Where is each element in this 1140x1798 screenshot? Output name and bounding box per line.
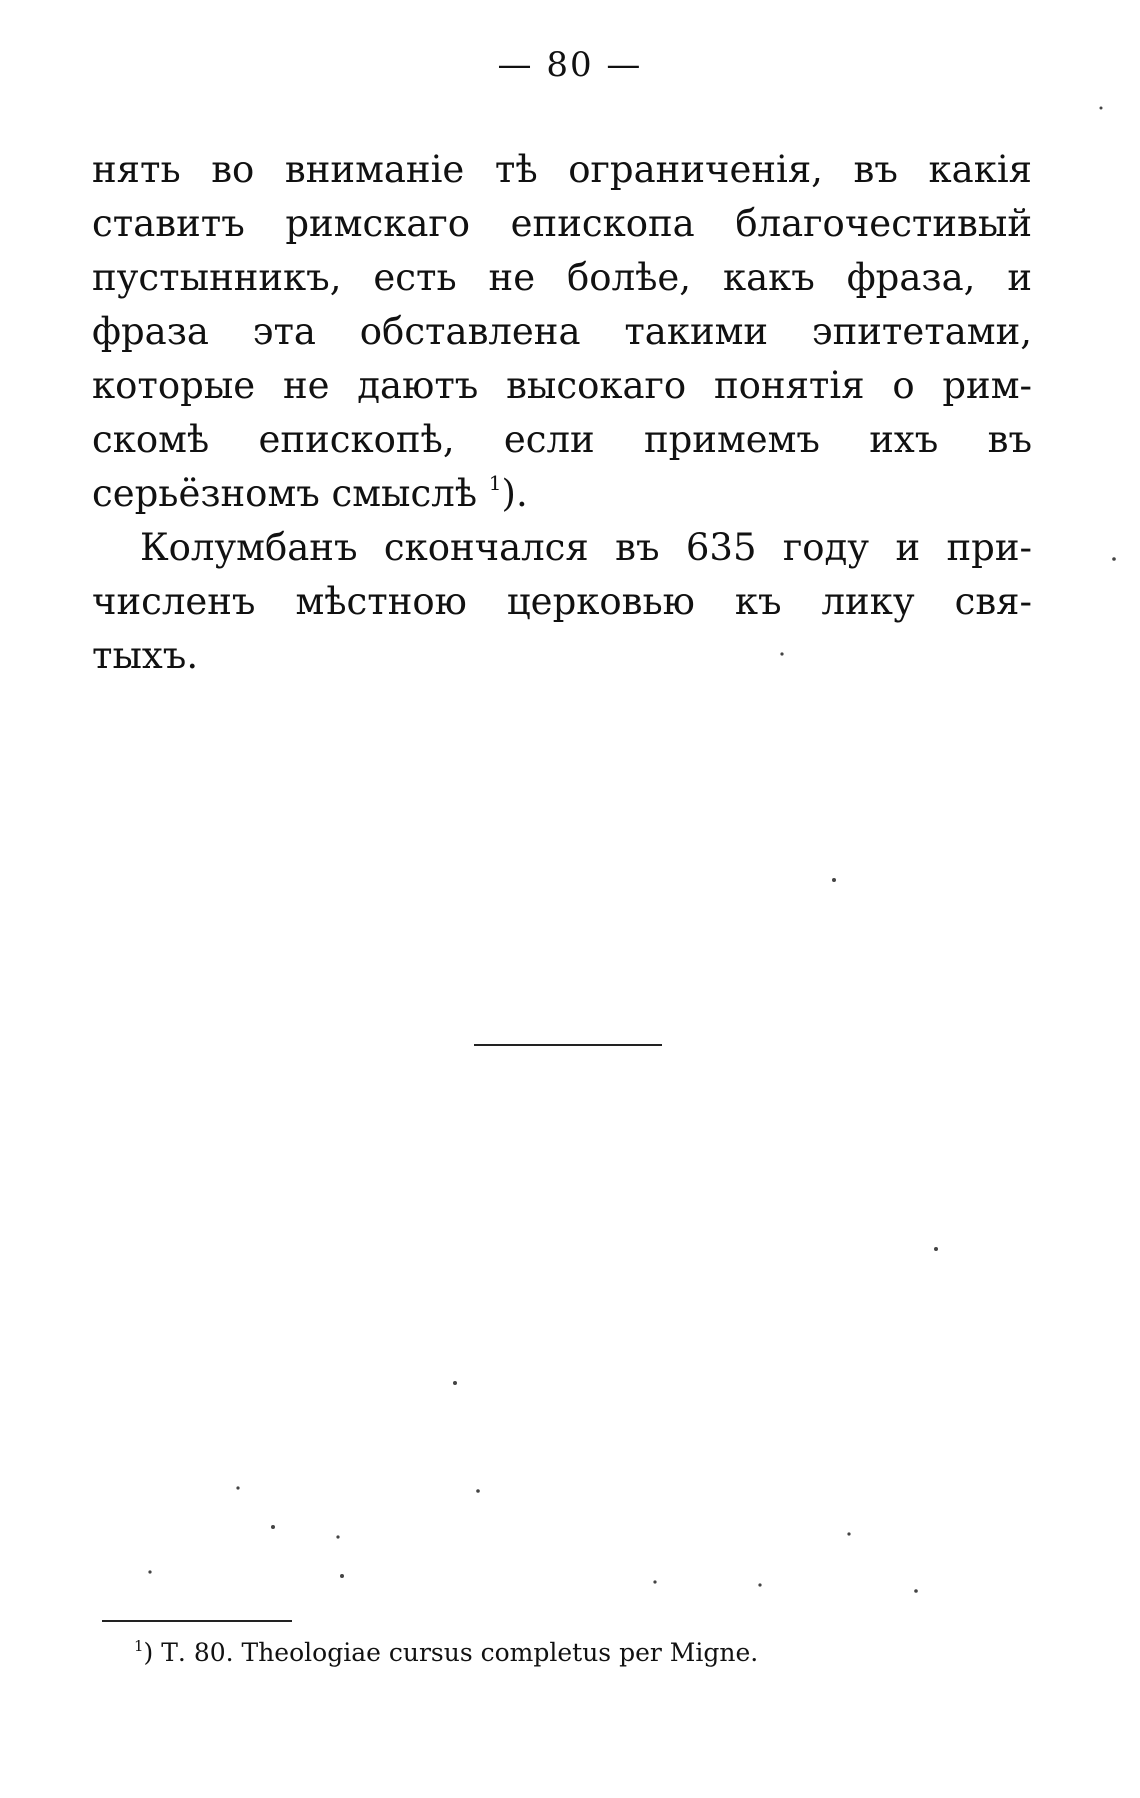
text-line: нять во вниманіе тѣ ограниченія, въ какія xyxy=(92,148,1032,191)
footnote-reference: 1 xyxy=(488,471,502,495)
footnote-text: ) Т. 80. Theologiae cursus completus per Migne. xyxy=(143,1638,759,1667)
text-line: пустынникъ, есть не болѣе, какъ фраза, и xyxy=(92,256,1032,299)
text-line: скомѣ епископѣ, если примемъ ихъ въ xyxy=(92,418,1032,461)
text-line: которые не даютъ высокаго понятія о рим- xyxy=(92,364,1032,407)
page-number: — 80 — xyxy=(497,45,643,85)
text-line: фраза эта обставлена такими эпитетами, xyxy=(92,310,1032,353)
paragraph-line: численъ мѣстною церковью къ лику свя- xyxy=(92,580,1032,623)
text-fragment: ). xyxy=(501,472,528,515)
footnote-marker: 1 xyxy=(134,1637,144,1655)
paragraph-line: тыхъ. xyxy=(92,634,199,677)
paragraph-line: Колумбанъ скончался въ 635 году и при- xyxy=(140,526,1032,569)
text-line: ставитъ римскаго епископа благочестивый xyxy=(92,202,1032,245)
text-fragment: серьёзномъ смыслѣ xyxy=(92,472,478,515)
